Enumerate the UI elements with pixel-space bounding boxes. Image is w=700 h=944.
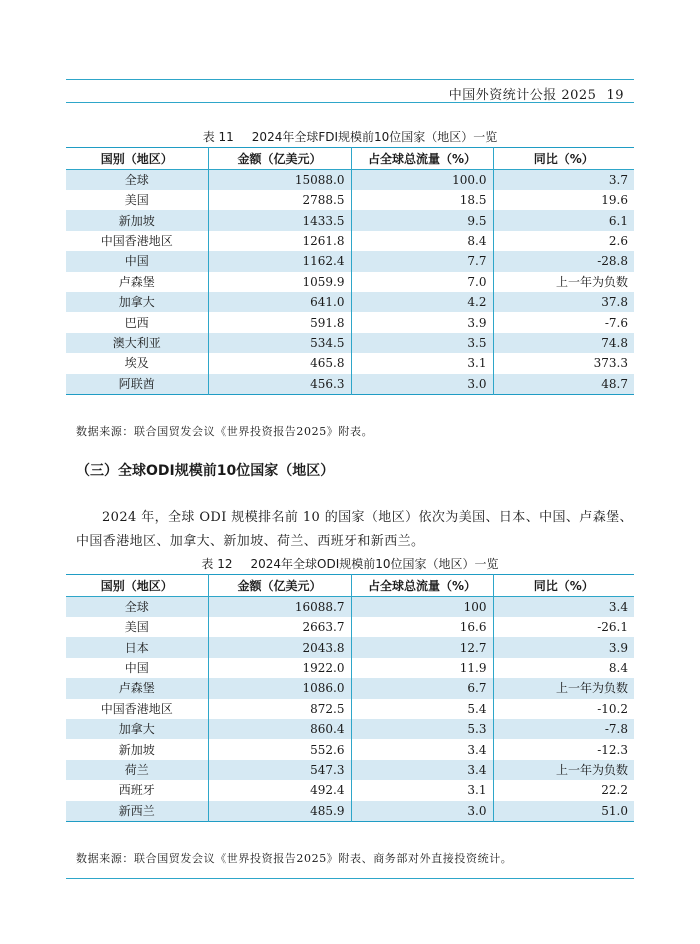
yoy-cell: 19.6 [493,190,634,210]
table-row [66,170,634,191]
table-row [66,739,634,759]
amount-cell: 1922.0 [208,658,351,678]
amount-cell: 1433.5 [208,210,351,230]
region-cell: 新西兰 [66,801,208,822]
amount-cell: 860.4 [208,719,351,739]
page-number: 19 [606,88,624,103]
region-cell: 荷兰 [66,760,208,780]
col-header-yoy: 同比（%） [493,148,634,170]
share-cell: 7.0 [351,272,493,292]
share-cell: 8.4 [351,231,493,251]
region-cell: 美国 [66,190,208,210]
region-cell: 阿联酋 [66,374,208,395]
table-header-row [66,575,634,597]
amount-cell: 16088.7 [208,597,351,618]
table-row [66,374,634,395]
share-cell: 12.7 [351,637,493,657]
region-cell: 中国香港地区 [66,699,208,719]
share-cell: 7.7 [351,251,493,271]
region-cell: 巴西 [66,312,208,332]
share-cell: 3.9 [351,312,493,332]
amount-cell: 1261.8 [208,231,351,251]
region-cell: 日本 [66,637,208,657]
table-12-caption [66,555,634,572]
table-row [66,780,634,800]
amount-cell: 15088.0 [208,170,351,191]
yoy-cell: 3.7 [493,170,634,191]
yoy-cell: 上一年为负数 [493,678,634,698]
region-cell: 澳大利亚 [66,333,208,353]
yoy-cell: 8.4 [493,658,634,678]
yoy-cell: 3.9 [493,637,634,657]
amount-cell: 492.4 [208,780,351,800]
table-header-row [66,148,634,170]
col-header-yoy: 同比（%） [493,575,634,597]
amount-cell: 2788.5 [208,190,351,210]
share-cell: 3.0 [351,801,493,822]
region-cell: 卢森堡 [66,678,208,698]
region-cell: 全球 [66,170,208,191]
col-header-share: 占全球总流量（%） [351,148,493,170]
yoy-cell: 51.0 [493,801,634,822]
share-cell: 9.5 [351,210,493,230]
yoy-cell: 上一年为负数 [493,272,634,292]
yoy-cell: -28.8 [493,251,634,271]
share-cell: 11.9 [351,658,493,678]
table-row [66,190,634,210]
table-11-title: 2024年全球FDI规模前10位国家（地区）一览 [251,130,498,144]
amount-cell: 485.9 [208,801,351,822]
amount-cell: 2043.8 [208,637,351,657]
share-cell: 16.6 [351,617,493,637]
yoy-cell: 48.7 [493,374,634,395]
amount-cell: 547.3 [208,760,351,780]
col-header-region: 国别（地区） [66,575,208,597]
yoy-cell: -7.8 [493,719,634,739]
table-row [66,719,634,739]
table-row [66,658,634,678]
region-cell: 加拿大 [66,719,208,739]
share-cell: 6.7 [351,678,493,698]
table-row [66,312,634,332]
col-header-share: 占全球总流量（%） [351,575,493,597]
yoy-cell: 37.8 [493,292,634,312]
region-cell: 新加坡 [66,739,208,759]
col-header-region: 国别（地区） [66,148,208,170]
region-cell: 加拿大 [66,292,208,312]
amount-cell: 456.3 [208,374,351,395]
yoy-cell: 74.8 [493,333,634,353]
table-row [66,617,634,637]
table-row [66,231,634,251]
share-cell: 5.4 [351,699,493,719]
region-cell: 中国香港地区 [66,231,208,251]
running-header [449,84,624,103]
amount-cell: 534.5 [208,333,351,353]
odi-table [66,574,634,822]
amount-cell: 2663.7 [208,617,351,637]
share-cell: 18.5 [351,190,493,210]
yoy-cell: 6.1 [493,210,634,230]
share-cell: 3.1 [351,353,493,373]
share-cell: 100.0 [351,170,493,191]
col-header-amount: 金额（亿美元） [208,575,351,597]
table-row [66,333,634,353]
region-cell: 中国 [66,251,208,271]
share-cell: 3.0 [351,374,493,395]
table-12-number: 表 12 [201,557,233,571]
region-cell: 中国 [66,658,208,678]
amount-cell: 872.5 [208,699,351,719]
table-row [66,251,634,271]
amount-cell: 552.6 [208,739,351,759]
amount-cell: 1162.4 [208,251,351,271]
fdi-table [66,147,634,395]
table-11-caption [66,128,634,145]
header-rule-top [66,79,634,80]
yoy-cell: -10.2 [493,699,634,719]
share-cell: 3.5 [351,333,493,353]
amount-cell: 1059.9 [208,272,351,292]
region-cell: 卢森堡 [66,272,208,292]
amount-cell: 591.8 [208,312,351,332]
share-cell: 4.2 [351,292,493,312]
table-12-title: 2024年全球ODI规模前10位国家（地区）一览 [250,557,499,571]
table-12-source: 数据来源：联合国贸发会议《世界投资报告2025》附表、商务部对外直接投资统计。 [76,852,513,865]
share-cell: 5.3 [351,719,493,739]
amount-cell: 465.8 [208,353,351,373]
yoy-cell: 上一年为负数 [493,760,634,780]
col-header-amount: 金额（亿美元） [208,148,351,170]
yoy-cell: 2.6 [493,231,634,251]
amount-cell: 1086.0 [208,678,351,698]
yoy-cell: 22.2 [493,780,634,800]
body-paragraph: 2024 年，全球 ODI 规模排名前 10 的国家（地区）依次为美国、日本、中国、卢森堡、中国香港地区、加拿大、新加坡、荷兰、西班牙和新西兰。 [76,510,633,549]
yoy-cell: -26.1 [493,617,634,637]
share-cell: 3.4 [351,760,493,780]
region-cell: 美国 [66,617,208,637]
share-cell: 100 [351,597,493,618]
table-row [66,292,634,312]
table-row [66,678,634,698]
report-title: 中国外资统计公报 2025 [448,88,597,103]
table-row [66,210,634,230]
table-11-number: 表 11 [202,130,234,144]
section-heading: （三）全球ODI规模前10位国家（地区） [76,463,335,479]
share-cell: 3.1 [351,780,493,800]
share-cell: 3.4 [351,739,493,759]
region-cell: 全球 [66,597,208,618]
table-row [66,353,634,373]
table-11-source: 数据来源：联合国贸发会议《世界投资报告2025》附表。 [76,425,374,438]
table-row [66,272,634,292]
header-rule-bottom [66,102,634,103]
yoy-cell: -12.3 [493,739,634,759]
footer-rule [66,878,634,879]
yoy-cell: 3.4 [493,597,634,618]
table-row [66,801,634,822]
region-cell: 新加坡 [66,210,208,230]
region-cell: 埃及 [66,353,208,373]
amount-cell: 641.0 [208,292,351,312]
table-row [66,637,634,657]
table-row [66,597,634,618]
region-cell: 西班牙 [66,780,208,800]
table-row [66,699,634,719]
yoy-cell: 373.3 [493,353,634,373]
table-row [66,760,634,780]
yoy-cell: -7.6 [493,312,634,332]
